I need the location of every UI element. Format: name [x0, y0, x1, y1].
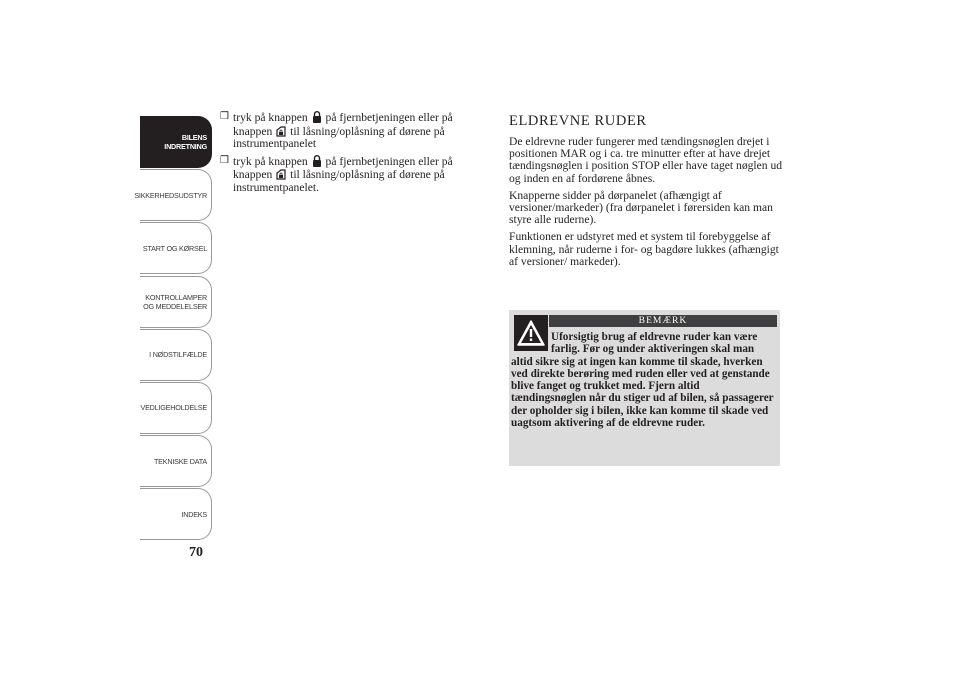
chapter-tabs	[134, 116, 212, 542]
paragraph: Knapperne sidder på dørpanelet (afhængigt af versioner/markeder) (fra dørpanelet i førersiden kan man styre alle ruderne).	[509, 188, 773, 227]
car-door-lock-icon	[276, 125, 286, 137]
note-heading: BEMÆRK	[549, 315, 777, 327]
paragraph: Funktionen er udstyret med et system til forebyggelse af klemning, når ruderne i for- og bagdøre lukkes (afhængigt af versioner/ markeder).	[509, 230, 779, 268]
tab-sikkerhedsudstyr[interactable]: SIKKERHEDSUDSTYR	[140, 169, 212, 221]
tab-vedligeholdelse[interactable]: VEDLIGEHOLDELSE	[140, 382, 212, 434]
paragraph: De eldrevne ruder fungerer med tændingsnøglen drejet i positionen MAR og i ca. tre minutter efter at have drejet tændingsnøglen i position STOP eller have taget nøglen ud og inden en af fordørene åbnes.	[509, 135, 783, 185]
section-title: ELDREVNE RUDER	[509, 113, 647, 129]
bullet-marker: ❒	[220, 154, 229, 166]
unlock-icon	[312, 155, 322, 167]
list-item: ❒ tryk på knappen på fjernbetjeningen eller på knappen til låsning/oplåsning af dørene på instrumentpanelet	[220, 111, 453, 151]
note-text: Uforsigtig brug af eldrevne ruder kan være farlig. Før og under aktiveringen skal man altid sikre sig at ingen kan komme til skade, hverken ved direkte berøring med ruden eller ved at genstande blive fanget og trukket med. Fjern altid tændingsnøglen når du stiger ud af bilen, så passagerer der opholder sig i bilen, ikke kan komme til skade ved uagtsom aktivering af de eldrevne ruder.	[511, 331, 774, 430]
left-column	[220, 111, 492, 199]
tab-i-nodstilfaelde[interactable]: I NØDSTILFÆLDE	[140, 329, 212, 381]
bullet-marker: ❒	[220, 111, 229, 122]
page-number: 70	[189, 545, 203, 560]
tab-start-og-korsel[interactable]: START OG KØRSEL	[140, 222, 212, 274]
tab-kontrollamper[interactable]: KONTROLLAMPER OG MEDDELELSER	[140, 276, 212, 328]
warning-note	[509, 310, 780, 466]
section-eldrevne-ruder	[509, 113, 787, 273]
tab-tekniske-data[interactable]: TEKNISKE DATA	[140, 435, 212, 487]
tab-indeks[interactable]: INDEKS	[140, 488, 212, 540]
car-door-lock-icon	[276, 168, 286, 180]
list-item: ❒ tryk på knappen på fjernbetjeningen eller på knappen til låsning/oplåsning af dørene på instrumentpanelet.	[220, 154, 453, 194]
tab-bilens-indretning[interactable]: BILENS INDRETNING	[140, 116, 212, 168]
lock-icon	[312, 111, 322, 123]
